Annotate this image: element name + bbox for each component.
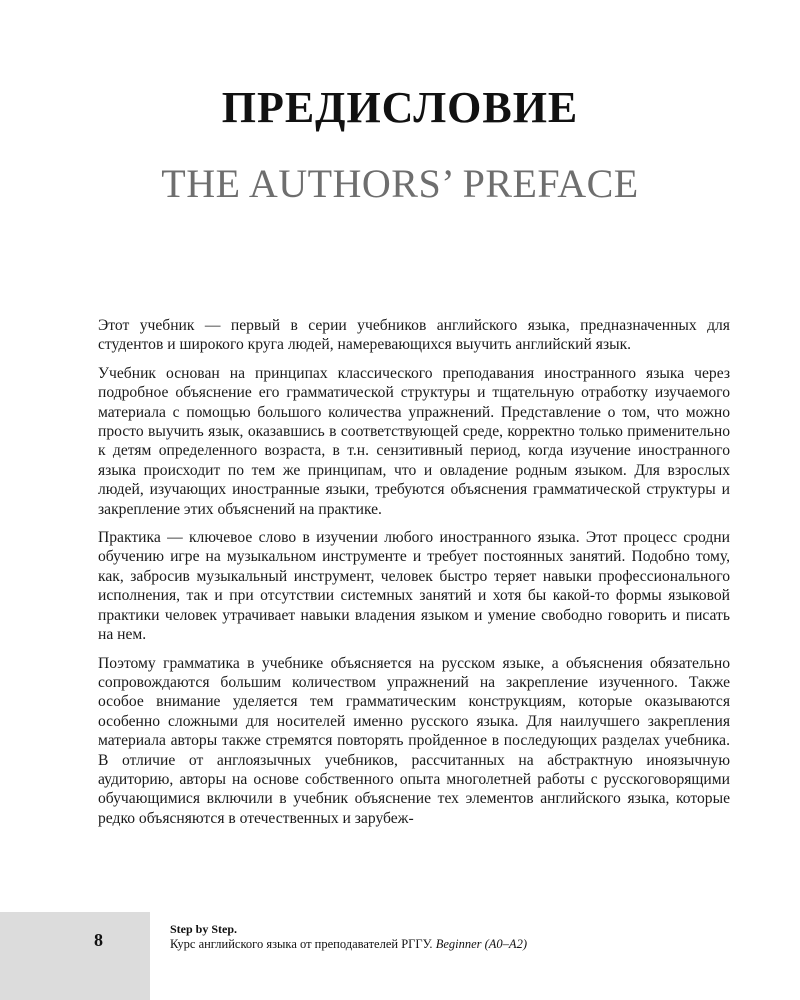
book-level: Beginner (A0–A2) (435, 937, 527, 951)
book-title: Курс английского языка от преподавателей РГГУ. (170, 937, 433, 951)
footer-gray-band (0, 912, 150, 1000)
paragraph-2: Учебник основан на принципах классического преподавания иностранного языка через подробное объяснение его грамматической структуры и тщательную отработку изучаемого материала с помощью большого количества упражнений. Представление о том, что можно просто выучить язык, оказавшись в соответствующей среде, корректно только применительно к детям определенного возраста, в т.н. сензитивный период, когда изучение иностранного языка происходит по тем же принципам, что и овладение родным языком. Для взрослых людей, изучающих иностранные языки, требуются объяснения грамматической структуры и закрепление этих объяснений на практике. (98, 364, 730, 518)
paragraph-4: Поэтому грамматика в учебнике объясняется на русском языке, а объяснения обязательно сопровождаются большим количеством упражнений на закрепление изученного. Также особое внимание уделяется тем грамматическим конструкциям, которые оказываются особенно сложными для носителей именно русского языка. Для наилучшего закрепления материала авторы также стремятся повторять пройденное в последующих разделах учебника. В отличие от англоязычных учебников, рассчитанных на абстрактную иноязычную аудиторию, авторы на основе собственного опыта многолетней работы с русскоговорящими обучающимися включили в учебник объяснение тех элементов английского языка, которые редко объясняются в отечественных и зарубеж- (98, 654, 730, 827)
running-header-series: Step by Step. (170, 922, 238, 936)
page-subtitle: THE AUTHORS’ PREFACE (161, 161, 639, 206)
page-title: ПРЕДИСЛОВИЕ (221, 83, 579, 132)
paragraph-1: Этот учебник — первый в серии учебников английского языка, предназначенных для студентов и широкого круга людей, намеревающихся выучить английский язык. (98, 317, 730, 354)
page-number: 8 (94, 930, 103, 950)
running-header-book (170, 937, 527, 952)
preface-body (98, 316, 730, 837)
paragraph-3: Практика — ключевое слово в изучении любого иностранного языка. Этот процесс сродни обучению игре на музыкальном инструменте и требует постоянных занятий. Подобно тому, как, забросив музыкальный инструмент, человек быстро теряет навыки профессионального исполнения, так и при отсутствии системных занятий и хотя бы какой-то формы языковой практики человек утрачивает навыки владения языком и умение свободно говорить и писать на нем. (98, 529, 730, 644)
